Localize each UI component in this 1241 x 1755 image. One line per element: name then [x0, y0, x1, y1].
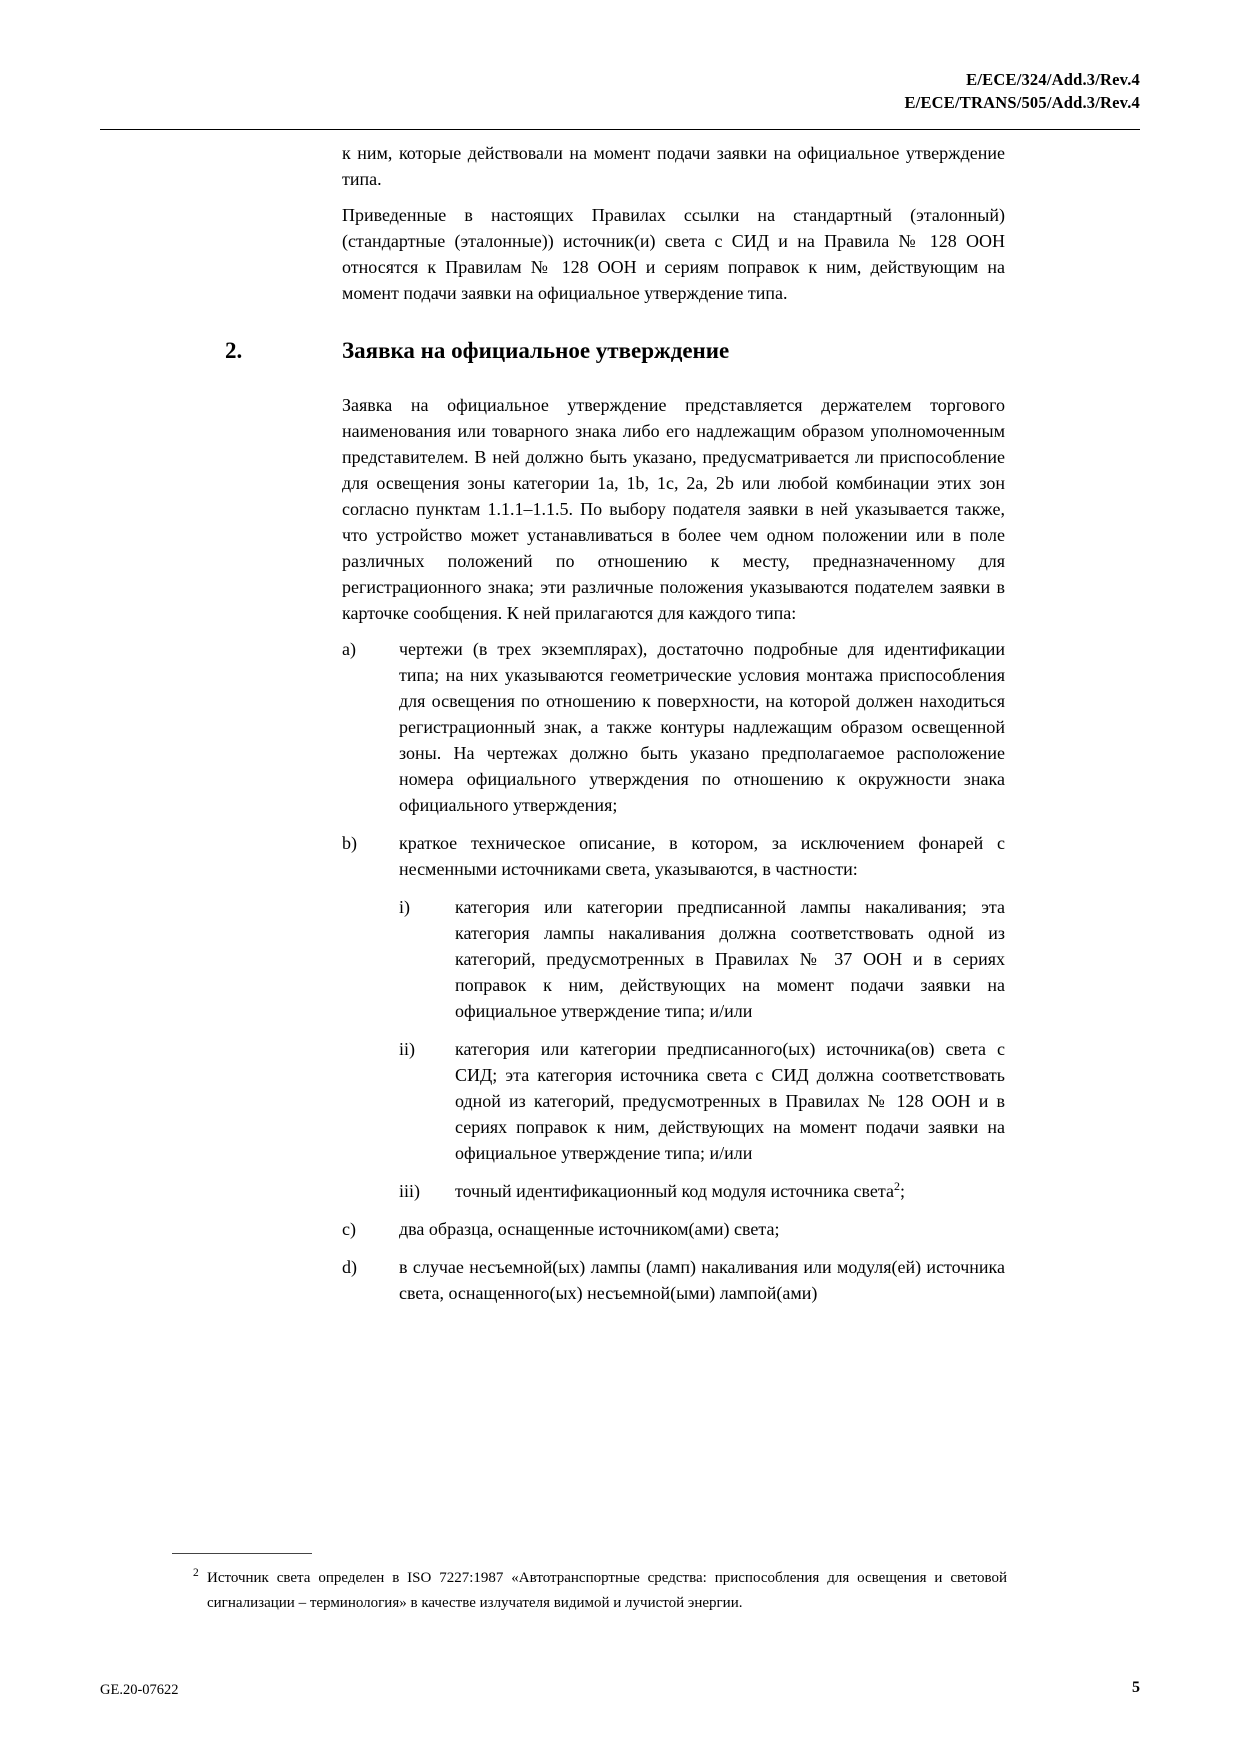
- list-item-b-iii-text-after: ;: [900, 1181, 906, 1201]
- section-title: Заявка на официальное утверждение: [342, 338, 730, 363]
- list-item-b-marker: b): [342, 833, 357, 853]
- list-item-b-i: [342, 894, 1005, 1024]
- list-item-b-ii: [342, 1036, 1005, 1166]
- list-item-b-iii-marker: iii): [399, 1181, 420, 1201]
- header-divider: [100, 129, 1140, 130]
- section-lead-paragraph: Заявка на официальное утверждение представляется держателем торгового наименования или товарного знака либо его надлежащим образом уполномоченным представителем. В ней должно быть указано, предусматривается ли приспособление для освещения зоны категории 1a, 1b, 1c, 2a, 2b или любой комбинации этих зон согласно пунктам 1.1.1–1.1.5. По выбору подателя заявки в ней указывается также, что устройство может устанавливаться в более чем одном положении или в поле различных положений по отношению к месту, предназначенному для регистрационного знака; эти различные положения указываются подателем заявки в карточке сообщения. К ней прилагаются для каждого типа:: [342, 395, 1005, 623]
- list-item-b-text: краткое техническое описание, в котором, за исключением фонарей с несменными источниками света, указываются, в частности:: [399, 833, 1005, 879]
- list-item-b: [342, 830, 1005, 882]
- section-number: 2.: [225, 338, 243, 363]
- document-body: [225, 140, 1005, 1318]
- document-symbol-line2: E/ECE/TRANS/505/Add.3/Rev.4: [904, 93, 1140, 112]
- list-item-a: [342, 636, 1005, 818]
- list-item-b-ii-marker: ii): [399, 1039, 415, 1059]
- footnote-divider: [172, 1553, 312, 1554]
- list-item-c-text: два образца, оснащенные источником(ами) света;: [399, 1219, 780, 1239]
- list-item-c: [342, 1216, 1005, 1242]
- document-symbols: [904, 68, 1140, 114]
- footnote-2-text: Источник света определен в ISO 7227:1987 «Автотранспортные средства: приспособления для освещения и световой сигнализации – терминология» в качестве излучателя видимой и лучистой энергии.: [207, 1570, 1007, 1611]
- document-symbol-line1: E/ECE/324/Add.3/Rev.4: [966, 70, 1140, 89]
- footer-document-id: GE.20-07622: [100, 1682, 179, 1698]
- list-item-c-marker: c): [342, 1219, 356, 1239]
- list-item-d-marker: d): [342, 1257, 357, 1277]
- intro-paragraph-continuation: к ним, которые действовали на момент подачи заявки на официальное утверждение типа.: [342, 143, 1005, 189]
- footnote-reference-2: 2: [894, 1179, 900, 1193]
- list-item-b-i-marker: i): [399, 897, 410, 917]
- list-item-b-iii: [342, 1178, 1005, 1204]
- list-item-d-text: в случае несъемной(ых) лампы (ламп) накаливания или модуля(ей) источника света, оснащенного(ых) несъемной(ыми) лампой(ами): [399, 1257, 1005, 1303]
- list-item-d: [342, 1254, 1005, 1306]
- list-item-a-text: чертежи (в трех экземплярах), достаточно подробные для идентификации типа; на них указываются геометрические условия монтажа приспособления для освещения по отношению к поверхности, на которой должен находиться регистрационный знак, а также контуры надлежащим образом освещенной зоны. На чертежах должно быть указано предполагаемое расположение номера официального утверждения по отношению к окружности знака официального утверждения;: [399, 639, 1005, 815]
- list-item-b-i-text: категория или категории предписанной лампы накаливания; эта категория лампы накаливания должна соответствовать одной из категорий, предусмотренных в Правилах № 37 ООН и в сериях поправок к ним, действующих на момент подачи заявки на официальное утверждение типа; и/или: [455, 897, 1005, 1021]
- section-heading: [225, 336, 1005, 366]
- intro-paragraph-references: Приведенные в настоящих Правилах ссылки на стандартный (эталонный) (стандартные (эталонные)) источник(и) света с СИД и на Правила № 128 ООН относятся к Правилам № 128 ООН и сериям поправок к ним, действующим на момент подачи заявки на официальное утверждение типа.: [342, 205, 1005, 303]
- list-item-b-iii-text: точный идентификационный код модуля источника света: [455, 1181, 894, 1201]
- footnote-2: $^2$ Источник света определен в ISO 7227:1987 «Автотранспортные средства: приспособления для освещения и световой сигнализации – терминология» в качестве излучателя видимой и лучистой энергии.: [193, 1567, 1007, 1611]
- footer-page-number: 5: [1132, 1679, 1140, 1696]
- list-item-b-ii-text: категория или категории предписанного(ых) источника(ов) света с СИД; эта категория источника света с СИД должна соответствовать одной из категорий, предусмотренных в Правилах № 128 ООН и в сериях поправок к ним, действующих на момент подачи заявки на официальное утверждение типа; и/или: [455, 1039, 1005, 1163]
- list-item-a-marker: a): [342, 639, 356, 659]
